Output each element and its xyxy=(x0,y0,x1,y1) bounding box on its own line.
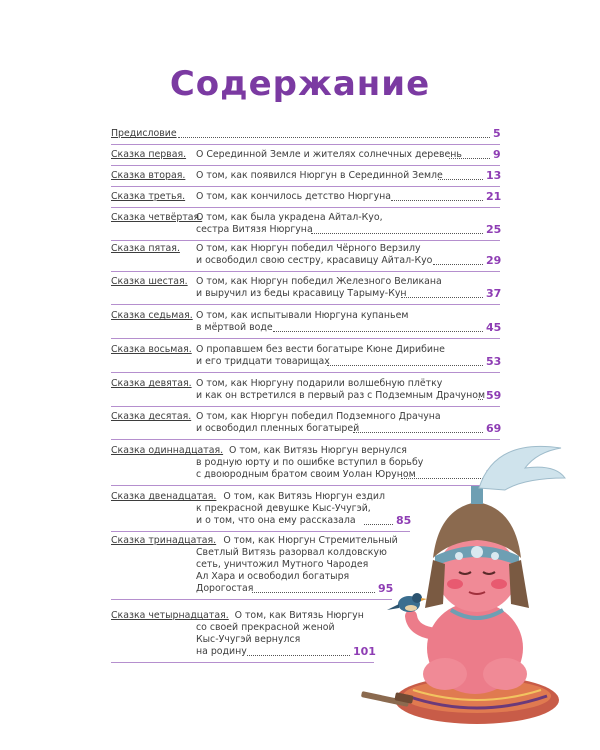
toc-entry-label: Сказка восьмая. xyxy=(111,344,192,355)
toc-entry-description: и выручил из беды красавицу Тарыму-Кун xyxy=(196,288,407,299)
toc-entry-page-number: 9 xyxy=(493,148,501,161)
dot-leader xyxy=(478,398,483,400)
toc-entry-description: и как он встретился в первый раз с Подземным Драчуном xyxy=(196,390,486,401)
toc-entry-description: в родную юрту и по ошибке вступил в борьбу xyxy=(196,457,424,468)
toc-entry-description: на родину xyxy=(196,646,247,657)
toc-entry-page-number: 45 xyxy=(486,321,502,334)
toc-entry-label: Сказка первая. xyxy=(111,149,187,160)
toc-entry-description: сестра Витязя Нюргуна xyxy=(196,224,313,235)
toc-entry-page-number: 5 xyxy=(493,127,501,140)
toc-entry-description: со своей прекрасной женой xyxy=(196,622,335,633)
toc-entry-label: Сказка вторая. xyxy=(111,170,186,181)
toc-entry-page-number: 59 xyxy=(486,389,502,402)
dot-leader xyxy=(311,232,483,234)
dot-leader xyxy=(449,157,490,159)
toc-entry-description: О том, как Нюргун победил Чёрного Верзилу xyxy=(196,243,421,254)
toc-entry-description: О том, как Нюргун Стремительный xyxy=(223,535,398,546)
toc-entry-description: к прекрасной девушке Кыс-Учугэй, xyxy=(196,503,371,514)
toc-entry-description: Светлый Витязь разорвал колдовскую xyxy=(196,547,387,558)
dot-leader xyxy=(438,178,483,180)
dot-leader xyxy=(273,330,483,332)
toc-entry-description: и освободил пленных богатырей xyxy=(196,423,360,434)
toc-entry-label: Сказка десятая. xyxy=(111,411,192,422)
toc-entry-description: Дорогостая xyxy=(196,583,254,594)
toc-entry-page-number: 13 xyxy=(486,169,502,182)
dot-leader xyxy=(327,364,483,366)
dot-leader xyxy=(353,431,483,433)
toc-entry-description: О том, как испытывали Нюргуна купаньем xyxy=(196,310,409,321)
toc-entry-description: О том, как Витязь Нюргун ездил xyxy=(223,491,385,502)
entry-separator xyxy=(111,372,500,373)
toc-entry-description: О том, как появился Нюргун в Серединной Земле xyxy=(196,170,443,181)
toc-entry-description: О том, как была украдена Айтал-Куо, xyxy=(196,212,383,223)
warrior-illustration xyxy=(355,438,585,738)
toc-entry-page-number: 37 xyxy=(486,287,502,300)
dot-leader xyxy=(391,199,483,201)
toc-entry-label: Сказка третья. xyxy=(111,191,186,202)
toc-entry-description: Кыс-Учугэй вернулся xyxy=(196,634,301,645)
toc-entry-description: Ал Хара и освободил богатыря xyxy=(196,571,350,582)
entry-separator xyxy=(111,271,500,272)
entry-separator xyxy=(111,165,500,166)
toc-entry-description: О Серединной Земле и жителях солнечных деревень xyxy=(196,149,462,160)
toc-entry-label: Сказка пятая. xyxy=(111,243,180,254)
toc-entry-description: О том, как кончилось детство Нюргуна xyxy=(196,191,391,202)
dot-leader xyxy=(247,654,350,656)
toc-entry-description: и его тридцати товарищах xyxy=(196,356,330,367)
toc-entry-label: Сказка седьмая. xyxy=(111,310,193,321)
toc-entry-label: Сказка девятая. xyxy=(111,378,192,389)
entry-separator xyxy=(111,662,374,663)
dot-leader xyxy=(401,296,483,298)
toc-entry-label: Сказка одиннадцатая. xyxy=(111,445,224,456)
toc-entry-description: с двоюродным братом своим Уолан Юруном xyxy=(196,469,416,480)
toc-entry-page-number: 85 xyxy=(396,514,412,527)
toc-entry-label: Сказка четвёртая. xyxy=(111,212,203,223)
entry-separator xyxy=(111,207,500,208)
toc-entry-description: О том, как Нюргуну подарили волшебную плётку xyxy=(196,378,443,389)
toc-entry-page-number: 25 xyxy=(486,223,502,236)
dot-leader xyxy=(433,263,483,265)
page-title: Содержание xyxy=(169,64,431,104)
toc-entry-description: сеть, уничтожил Мутного Чародея xyxy=(196,559,369,570)
entry-separator xyxy=(111,240,500,241)
entry-separator xyxy=(111,144,500,145)
toc-entry-label: Предисловие xyxy=(111,128,177,139)
entry-separator xyxy=(111,304,500,305)
toc-entry-description: и о том, что она ему рассказала xyxy=(196,515,356,526)
toc-entry-page-number: 21 xyxy=(486,190,502,203)
toc-entry-label: Сказка четырнадцатая. xyxy=(111,610,229,621)
entry-separator xyxy=(111,406,500,407)
toc-entry-description: О том, как Витязь Нюргун вернулся xyxy=(229,445,407,456)
toc-entry-label: Сказка шестая. xyxy=(111,276,188,287)
toc-entry-page-number: 95 xyxy=(378,582,394,595)
toc-entry-description: О том, как Нюргун победил Железного Великана xyxy=(196,276,442,287)
toc-entry-page-number: 101 xyxy=(353,645,376,658)
toc-entry-description: и освободил свою сестру, красавицу Айтал-Куо xyxy=(196,255,433,266)
dot-leader xyxy=(178,136,490,138)
toc-entry-page-number: 69 xyxy=(486,422,502,435)
entry-separator xyxy=(111,186,500,187)
entry-separator xyxy=(111,338,500,339)
toc-entry-description: О том, как Нюргун победил Подземного Драчуна xyxy=(196,411,441,422)
toc-entry-description: в мёртвой воде xyxy=(196,322,273,333)
toc-entry-description: О том, как Витязь Нюргун xyxy=(234,610,364,621)
toc-entry-page-number: 29 xyxy=(486,254,502,267)
entry-separator xyxy=(111,599,392,600)
toc-entry-label: Сказка тринадцатая. xyxy=(111,535,217,546)
toc-entry-page-number: 53 xyxy=(486,355,502,368)
toc-entry-description: О пропавшем без вести богатыре Кюне Дирибине xyxy=(196,344,445,355)
toc-entry-label: Сказка двенадцатая. xyxy=(111,491,217,502)
